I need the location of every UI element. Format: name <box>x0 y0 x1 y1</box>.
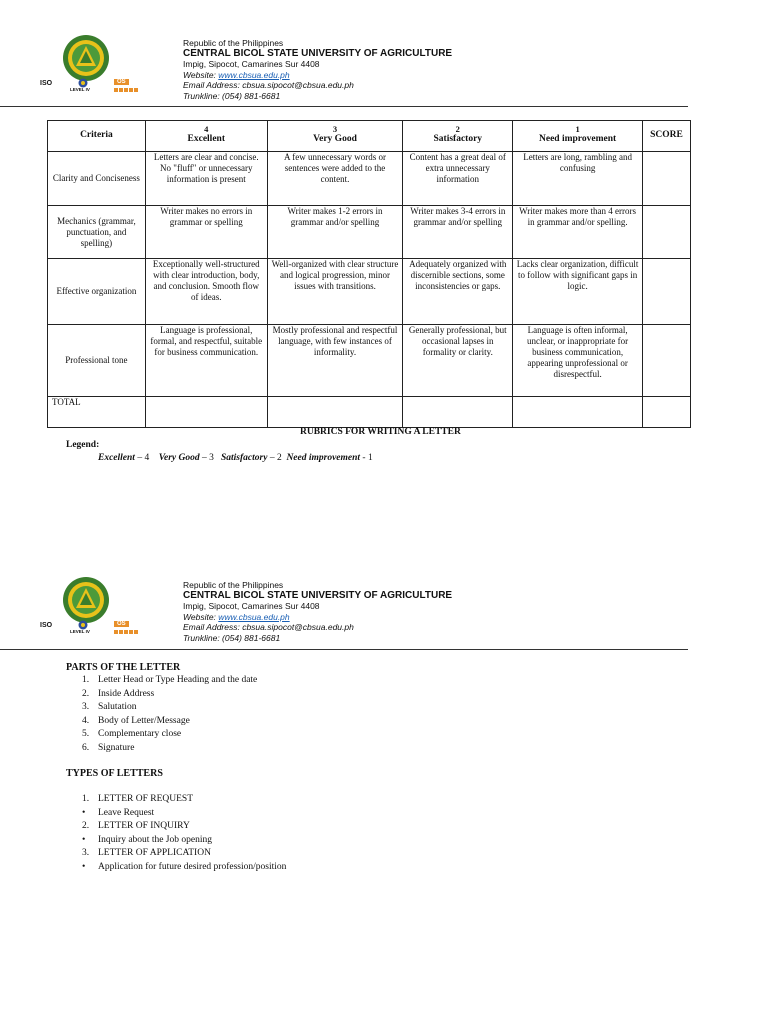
col-need-improvement: 1 Need improvement <box>513 121 643 152</box>
table-row <box>48 325 691 397</box>
university-name: CENTRAL BICOL STATE UNIVERSITY OF AGRICULTURE <box>183 47 453 59</box>
email-line: Email Address: cbsua.sipocot@cbsua.edu.ph <box>183 80 354 90</box>
legend-item-value: – 3 <box>199 453 214 463</box>
need-improvement-cell: Language is often informal, unclear, or inappropriate for business communication, appearing unprofessional or disrespectful. <box>513 325 643 397</box>
rubric-table <box>47 120 691 428</box>
total-very-good-cell <box>267 397 403 428</box>
satisfactory-cell: Content has a great deal of extra unnecessary information <box>403 152 513 206</box>
legend-item-name: Satisfactory <box>220 453 268 463</box>
need-improvement-cell: Writer makes more than 4 errors in grammar and/or spelling. <box>513 206 643 259</box>
table-row <box>48 152 691 206</box>
list-item: 4. Body of Letter/Message <box>82 715 190 726</box>
table-row <box>48 206 691 259</box>
legend-item-name: Need improvement <box>286 453 361 463</box>
criteria-cell: Clarity and Conciseness <box>48 152 146 206</box>
list-item: 6. Signature <box>82 742 135 753</box>
website-link[interactable]: www.cbsua.edu.ph <box>218 69 290 80</box>
satisfactory-cell: Generally professional, but occasional lapses in formality or clarity. <box>403 325 513 397</box>
parts-list <box>66 674 257 755</box>
score-cell[interactable] <box>642 206 690 259</box>
total-row <box>48 397 691 428</box>
header-divider <box>0 649 688 650</box>
website-link[interactable]: www.cbsua.edu.ph <box>218 611 290 622</box>
table-row <box>48 259 691 325</box>
very-good-cell: A few unnecessary words or sentences were added to the content. <box>267 152 403 206</box>
criteria-cell: Professional tone <box>48 325 146 397</box>
iso-badge: ISO <box>40 80 53 87</box>
col-satisfactory: 2 Satisfactory <box>403 121 513 152</box>
types-title: TYPES OF LETTERS <box>66 768 163 779</box>
university-seal-icon <box>62 34 110 82</box>
list-item: • Application for future desired profession/position <box>82 861 287 872</box>
list-item: 3. Salutation <box>82 702 137 712</box>
need-improvement-cell: Lacks clear organization, difficult to follow with significant gaps in logic. <box>513 259 643 325</box>
legend-items <box>98 453 373 463</box>
excellent-cell: Letters are clear and concise. No "fluff" or unnecessary information is present <box>145 152 267 206</box>
need-improvement-cell: Letters are long, rambling and confusing <box>513 152 643 206</box>
satisfactory-cell: Adequately organized with discernible sections, some inconsistencies or gaps. <box>403 259 513 325</box>
col-criteria: Criteria <box>48 121 146 152</box>
list-item: 1. Letter Head or Type Heading and the date <box>82 675 258 685</box>
level-iv-badge: LEVEL IV <box>70 629 90 634</box>
total-label: TOTAL <box>48 397 146 428</box>
very-good-cell: Writer makes 1-2 errors in grammar and/or spelling <box>267 206 403 259</box>
list-item: • Leave Request <box>82 807 155 818</box>
header-divider <box>0 106 688 107</box>
list-item: 1. LETTER OF REQUEST <box>82 794 193 804</box>
total-score-cell[interactable] <box>642 397 690 428</box>
very-good-cell: Well-organized with clear structure and logical progression, minor issues with transitions. <box>267 259 403 325</box>
excellent-cell: Writer makes no errors in grammar or spelling <box>145 206 267 259</box>
university-seal-icon <box>62 576 110 624</box>
legend-item-value: – 2 <box>267 453 282 463</box>
certification-badges <box>40 620 140 634</box>
list-item: 3. LETTER OF APPLICATION <box>82 848 211 858</box>
trunkline-line: Trunkline: (054) 881-6681 <box>183 632 281 643</box>
letterhead-top <box>0 30 768 110</box>
os-badge: OS <box>114 621 129 627</box>
iso-badge: ISO <box>40 622 53 629</box>
address-line: Impig, Sipocot, Camarines Sur 4408 <box>183 59 320 69</box>
rating-stars-icon <box>114 630 138 634</box>
list-item: 2. LETTER OF INQUIRY <box>82 821 190 831</box>
letterhead-text <box>183 580 452 643</box>
types-list <box>66 793 286 874</box>
website-line <box>183 70 452 81</box>
rating-stars-icon <box>114 88 138 92</box>
letterhead-page-two <box>0 572 768 652</box>
score-cell[interactable] <box>642 152 690 206</box>
website-line <box>183 612 452 623</box>
website-label: Website: <box>183 611 219 622</box>
trunkline-line: Trunkline: (054) 881-6681 <box>183 90 281 101</box>
col-very-good: 3 Very Good <box>267 121 403 152</box>
republic-line: Republic of the Philippines <box>183 38 284 48</box>
list-item: 5. Complementary close <box>82 729 182 739</box>
col-score: SCORE <box>642 121 690 152</box>
total-excellent-cell <box>145 397 267 428</box>
republic-line: Republic of the Philippines <box>183 580 284 590</box>
total-satisfactory-cell <box>403 397 513 428</box>
os-badge: OS <box>114 79 129 85</box>
legend-item-name: Excellent <box>98 453 135 463</box>
parts-title: PARTS OF THE LETTER <box>66 662 181 673</box>
criteria-cell: Effective organization <box>48 259 146 325</box>
certification-badges <box>40 78 140 92</box>
total-need-improvement-cell <box>513 397 643 428</box>
list-item: 2. Inside Address <box>82 688 155 699</box>
very-good-cell: Mostly professional and respectful language, with few instances of informality. <box>267 325 403 397</box>
email-line: Email Address: cbsua.sipocot@cbsua.edu.ph <box>183 622 354 632</box>
legend-item-name: Very Good <box>158 453 200 463</box>
satisfactory-cell: Writer makes 3-4 errors in grammar and/or spelling <box>403 206 513 259</box>
letterhead-text <box>183 38 452 101</box>
legend-item-value: – 4 <box>134 453 150 463</box>
rubric-header-row <box>48 121 691 152</box>
excellent-cell: Language is professional, formal, and respectful, suitable for business communication. <box>145 325 267 397</box>
score-cell[interactable] <box>642 259 690 325</box>
level-iv-badge: LEVEL IV <box>70 87 90 92</box>
list-item: • Inquiry about the Job opening <box>82 834 212 845</box>
excellent-cell: Exceptionally well-structured with clear introduction, body, and conclusion. Smooth flow of ideas. <box>145 259 267 325</box>
criteria-cell: Mechanics (grammar, punctuation, and spelling) <box>48 206 146 259</box>
col-excellent: 4 Excellent <box>145 121 267 152</box>
address-line: Impig, Sipocot, Camarines Sur 4408 <box>183 601 320 611</box>
score-cell[interactable] <box>642 325 690 397</box>
website-label: Website: <box>183 69 219 80</box>
university-name: CENTRAL BICOL STATE UNIVERSITY OF AGRICULTURE <box>183 589 453 601</box>
rubric-caption: RUBRICS FOR WRITING A LETTER <box>300 427 461 437</box>
legend-label: Legend: <box>66 440 100 450</box>
legend-item-value: - 1 <box>360 453 373 463</box>
